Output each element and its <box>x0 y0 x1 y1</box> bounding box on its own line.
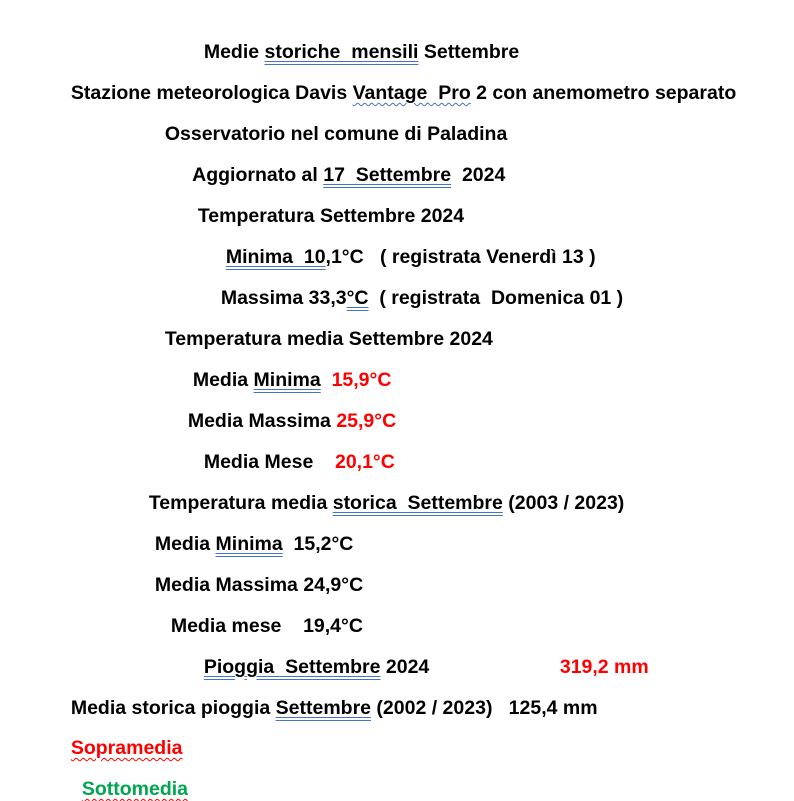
temp-min-detail: ,1°C ( registrata Venerdì 13 ) <box>325 246 596 268</box>
avg-max-label: Media Massima <box>187 410 337 432</box>
avg-month-label: Media Mese <box>203 451 335 473</box>
updated-date: 17 Settembre <box>323 164 452 186</box>
temp-month-heading-text: Temperatura Settembre 2024 <box>197 205 465 227</box>
temp-max-unit: °C <box>346 287 369 309</box>
avg-min-label: Media <box>192 369 254 391</box>
hist-heading-underlined: storica Settembre <box>332 492 503 514</box>
avg-min-label-underlined: Minima <box>253 369 321 391</box>
title-text: Medie <box>203 41 265 63</box>
station-model-text: Vantage Pro <box>352 82 471 104</box>
legend-below-text: Sottomedia <box>81 778 189 800</box>
rain-hist-month: Settembre <box>275 697 372 719</box>
hist-month-text: Media mese 19,4°C <box>170 615 363 637</box>
hist-min-label: Media <box>154 533 216 555</box>
station-text: Stazione meteorologica Davis <box>70 82 353 104</box>
rain-label: Pioggia Settembre <box>203 656 381 678</box>
updated-year: 2024 <box>451 164 506 186</box>
avg-min-value: 15,9°C <box>331 369 392 391</box>
rain-year: 2024 <box>380 656 430 678</box>
title-text: Settembre <box>418 41 520 63</box>
title-text-underlined: storiche mensili <box>264 41 419 63</box>
hist-heading-text: Temperatura media <box>148 492 333 514</box>
temp-max-detail: ( registrata Domenica 01 ) <box>368 287 624 309</box>
legend-above-text: Sopramedia <box>70 737 183 759</box>
updated-text: Aggiornato al <box>192 164 324 186</box>
rain-hist-label: Media storica pioggia <box>70 697 276 719</box>
temp-max-label: Massima 33,3 <box>220 287 347 309</box>
hist-min-label-underlined: Minima <box>215 533 283 555</box>
avg-month-value: 20,1°C <box>334 451 395 473</box>
hist-min-value: 15,2°C <box>282 533 354 555</box>
temp-min-label: Minima 10 <box>225 246 326 268</box>
legend-below <box>71 753 188 801</box>
temp-avg-heading-text: Temperatura media Settembre 2024 <box>164 328 493 350</box>
rain-value-text: 319,2 mm <box>559 656 649 678</box>
observatory-text: Osservatorio nel comune di Paladina <box>164 123 508 145</box>
station-text: 2 con anemometro separato <box>470 82 737 104</box>
rain-hist-value: (2002 / 2023) 125,4 mm <box>371 697 598 719</box>
hist-heading-range: (2003 / 2023) <box>502 492 625 514</box>
avg-max-value: 25,9°C <box>336 410 397 432</box>
hist-max-text: Media Massima 24,9°C <box>154 574 364 596</box>
